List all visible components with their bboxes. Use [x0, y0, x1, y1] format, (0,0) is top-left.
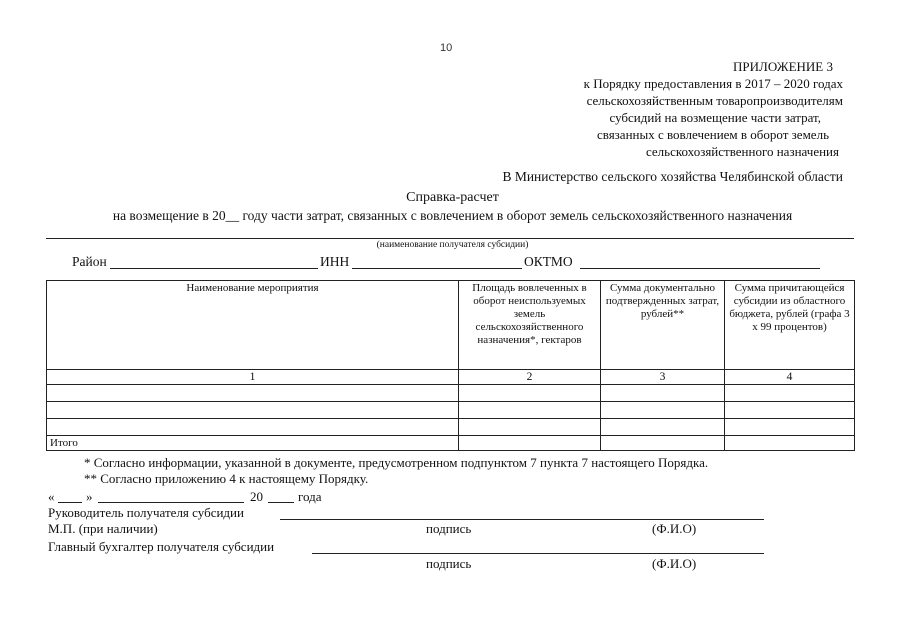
page-number: 10: [440, 42, 453, 54]
table-cell[interactable]: [459, 402, 601, 419]
header-activity: Наименование мероприятия: [47, 281, 459, 370]
calculation-table: [46, 280, 855, 451]
name-caption: (Ф.И.О): [652, 521, 697, 536]
column-number: 1: [47, 370, 459, 385]
table-cell[interactable]: [459, 436, 601, 451]
appendix-heading: ПРИЛОЖЕНИЕ 3: [733, 59, 833, 74]
date-year-prefix: 20: [250, 489, 263, 504]
table-cell[interactable]: [459, 419, 601, 436]
appendix-line: сельскохозяйственным товаропроизводителям: [586, 93, 843, 108]
footnote-2: ** Согласно приложению 4 к настоящему Порядку.: [84, 471, 369, 486]
table-cell[interactable]: [725, 385, 855, 402]
table-cell[interactable]: [601, 385, 725, 402]
inn-label: ИНН: [320, 254, 350, 269]
inn-field[interactable]: [352, 268, 522, 269]
recipient-name-line[interactable]: [46, 238, 854, 239]
document-subtitle: на возмещение в 20__ году части затрат, связанных с вовлечением в оборот земель сельскохозяйственного назначения: [112, 208, 793, 223]
table-row: [47, 385, 855, 402]
appendix-line: сельскохозяйственного назначения: [645, 144, 839, 159]
date-quote-open: «: [48, 489, 55, 504]
total-row: [47, 436, 855, 451]
column-number: 4: [725, 370, 855, 385]
table-cell[interactable]: [47, 402, 459, 419]
signature-caption: подпись: [426, 556, 472, 571]
signature-caption: подпись: [426, 521, 472, 536]
total-label: Итого: [47, 436, 459, 451]
column-number: 3: [601, 370, 725, 385]
name-caption: (Ф.И.О): [652, 556, 697, 571]
table-row: [47, 402, 855, 419]
oktmo-field[interactable]: [580, 268, 820, 269]
table-header-row: [47, 281, 855, 370]
column-number-row: [47, 370, 855, 385]
table-cell[interactable]: [47, 419, 459, 436]
date-year-suffix: года: [298, 489, 322, 504]
district-label: Район: [72, 254, 107, 269]
table-cell[interactable]: [47, 385, 459, 402]
header-area: Площадь вовлеченных в оборот неиспользуемых земель сельскохозяйственного назначения*, гектаров: [459, 281, 601, 370]
stamp-label: М.П. (при наличии): [48, 521, 158, 536]
table-row: [47, 419, 855, 436]
table-cell[interactable]: [725, 402, 855, 419]
appendix-line: субсидий на возмещение части затрат,: [609, 110, 821, 125]
date-quote-close: »: [86, 489, 93, 504]
table-cell[interactable]: [459, 385, 601, 402]
appendix-line: к Порядку предоставления в 2017 – 2020 годах: [583, 76, 843, 91]
head-signature-field[interactable]: [280, 519, 764, 520]
table-cell[interactable]: [601, 436, 725, 451]
addressee: В Министерство сельского хозяйства Челябинской области: [502, 169, 843, 184]
header-subsidy: Сумма причитающейся субсидии из областного бюджета, рублей (графа 3 х 99 процентов): [725, 281, 855, 370]
footnote-1: * Согласно информации, указанной в документе, предусмотренном подпунктом 7 пункта 7 настоящего Порядка.: [84, 455, 709, 470]
accountant-signature-field[interactable]: [312, 553, 764, 554]
table-cell[interactable]: [725, 436, 855, 451]
appendix-header: [584, 58, 843, 160]
accountant-label: Главный бухгалтер получателя субсидии: [48, 539, 275, 554]
head-label: Руководитель получателя субсидии: [48, 505, 244, 520]
document-title: Справка-расчет: [406, 190, 499, 205]
date-month-field[interactable]: [98, 502, 244, 503]
table-cell[interactable]: [601, 419, 725, 436]
recipient-caption: (наименование получателя субсидии): [376, 240, 529, 250]
date-day-field[interactable]: [58, 502, 82, 503]
district-field[interactable]: [110, 268, 318, 269]
column-number: 2: [459, 370, 601, 385]
oktmo-label: ОКТМО: [524, 254, 573, 269]
date-year-field[interactable]: [268, 502, 294, 503]
table-cell[interactable]: [601, 402, 725, 419]
appendix-line: связанных с вовлечением в оборот земель: [596, 127, 829, 142]
table-cell[interactable]: [725, 419, 855, 436]
header-costs: Сумма документально подтвержденных затрат, рублей**: [601, 281, 725, 370]
